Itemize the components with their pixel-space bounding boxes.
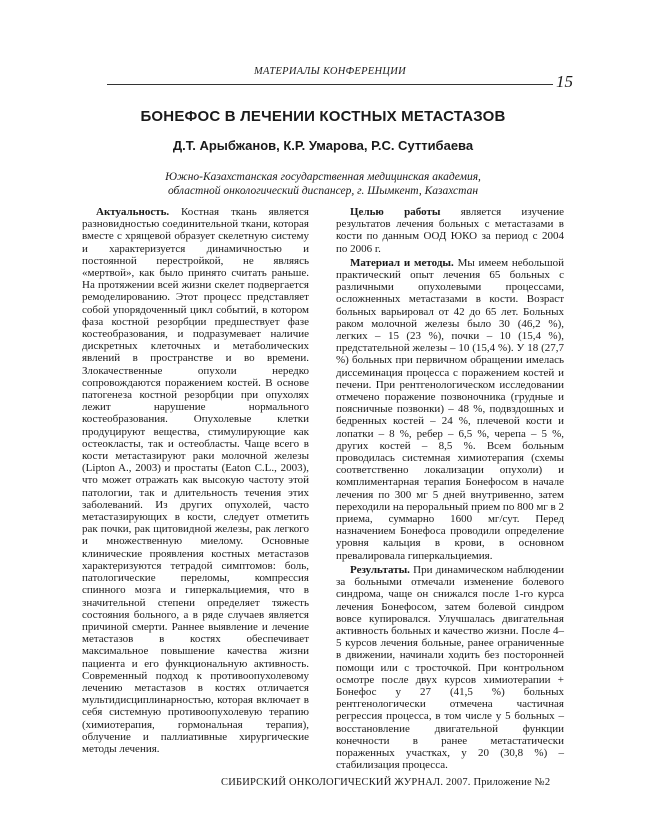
paragraph-text: Костная ткань является разновидностью соединительной ткани, которая вместе с хрящевой образует скелетную систему и характеризуется динамичностью и постоянной перестройкой, не являясь «мертвой», как было принято считать раньше. На протяжении всей жизни скелет подвергается ремоделированию. Этот процесс представляет собой упорядоченный цикл событий, в котором фаза костной резорбции предшествует фазе костеобразования, и подразумевает наличие дискретных клеточных и метаболических явлений в пространстве и во времени. Злокачественные опухоли нередко сопровождаются поражением костей. В основе патогенеза костной резорбции при опухолях лежит нарушение нормального костеобразования. Опухолевые клетки продуцируют вещества, стимулирующие как остеокласты, так и остеобласты. Чаще всего в кости метастазируют раки молочной железы (Lipton A., 2003) и простаты (Eaton C.L., 2003), что может отражать как высокую частоту этой патологии, так и длительность течения этих заболеваний. Из других опухолей, часто метастазирующих в кости, следует отметить рак почки, рак щитовидной железы, рак легкого и множественную миелому. Основные клинические проявления костных метастазов характеризуются тетрадой симптомов: боль, патологические переломы, компрессия спинного мозга и гиперкальциемия, что в значительной степени определяет тяжесть состояния больного, а в ряде случаев является причиной смерти. Раннее выявление и лечение метастазов в костях обеспечивает максимальное повышение качества жизни пациента и его функциональную активность. Современный подход к противоопухолевому лечению метастазов в костях отличается мультидисциплинарностью, которая включает в себя системную противоопухолевую терапию (химиотерапия, гормональная терапия), облучение и паллиативные хирургические методы лечения. bbox=[82, 206, 309, 755]
paragraph-relevance bbox=[82, 206, 309, 755]
section-title: МАТЕРИАЛЫ КОНФЕРЕНЦИИ bbox=[253, 66, 407, 77]
paragraph-heading: Материал и методы. bbox=[350, 256, 454, 269]
paragraph-text: является изучение результатов лечения больных с метастазами в кости по данным ООД ЮКО за период с 2004 по 2006 г. bbox=[336, 206, 564, 255]
paragraph-results bbox=[336, 564, 564, 771]
paragraph-text: При динамическом наблюдении за больными отмечали изменение болевого синдрома, чаще он снижался после 1-го курса лечения Бонефосом, затем болевой синдром вовсе купировался. Улучшалась двигательная активность больных и качество жизни. После 4–5 курсов лечения больные, ранее ограниченные в движении, начинали ходить без посторонней помощи или с тросточкой. При контрольном осмотре после двух курсов химиотерапии + Бонефос у 27 (41,5 %) больных рентгенологически отмечена частичная регрессия процесса, в том числе у 5 больных – восстановление двигательной функции конечности в ранее метастатически пораженных участках, у 20 (30,8 %) – стабилизация процесса. bbox=[336, 563, 564, 772]
article-title: БОНЕФОС В ЛЕЧЕНИИ КОСТНЫХ МЕТАСТАЗОВ bbox=[140, 108, 506, 125]
affiliation-line-1: Южно-Казахстанская государственная медицинская академия, bbox=[165, 171, 481, 183]
right-column bbox=[336, 206, 564, 773]
affiliation bbox=[40, 170, 606, 198]
article-authors: Д.Т. Арыбжанов, К.Р. Умарова, Р.С. Суттибаева bbox=[172, 138, 474, 153]
journal-footer: СИБИРСКИЙ ОНКОЛОГИЧЕСКИЙ ЖУРНАЛ. 2007. Приложение №2 bbox=[221, 777, 551, 788]
page-number: 15 bbox=[556, 72, 573, 91]
left-column bbox=[82, 206, 309, 757]
paragraph-text: Мы имеем небольшой практический опыт лечения 65 больных с различными опухолевыми процессами, осложненных метастазами в кости. Возраст больных варьировал от 42 до 65 лет. Больных раком молочной железы было 30 (46,2 %), легких – 15 (23 %), почки – 10 (15,4 %), предстательной железы – 10 (15,4 %). У 18 (27,7 %) больных при первичном обращении имелась диссеминация процесса с поражением костей и печени. При рентгенологическом исследовании отмечено поражение позвоночника (грудные и поясничные позвонки) – 48 %, подвздошных и бедренных костей – 24 %, плечевой кости и лопатки – 8 %, ребер – 6,5 %, черепа – 5 %, других костей – 8,5 %. Всем больным проводилась системная химиотерапия (схемы соответственно локализации опухоли) и комплиментарная терапия Бонефосом в начале лечения по 300 мг 5 дней внутривенно, затем переходили на пероральный прием по 800 мг в 2 приема, суммарно 1600 мг/сут. Перед назначением Бонефоса проводили определение уровня кальция в крови, в основном превалировала гиперкальциемия. bbox=[336, 256, 564, 562]
running-header bbox=[107, 64, 553, 85]
paragraph-heading: Актуальность. bbox=[96, 206, 170, 218]
paragraph-heading: Результаты. bbox=[350, 563, 410, 576]
paragraph-heading: Целью работы bbox=[350, 206, 441, 218]
paragraph-aim bbox=[336, 206, 564, 255]
paragraph-methods bbox=[336, 257, 564, 562]
affiliation-line-2: областной онкологический диспансер, г. Шымкент, Казахстан bbox=[167, 185, 479, 197]
